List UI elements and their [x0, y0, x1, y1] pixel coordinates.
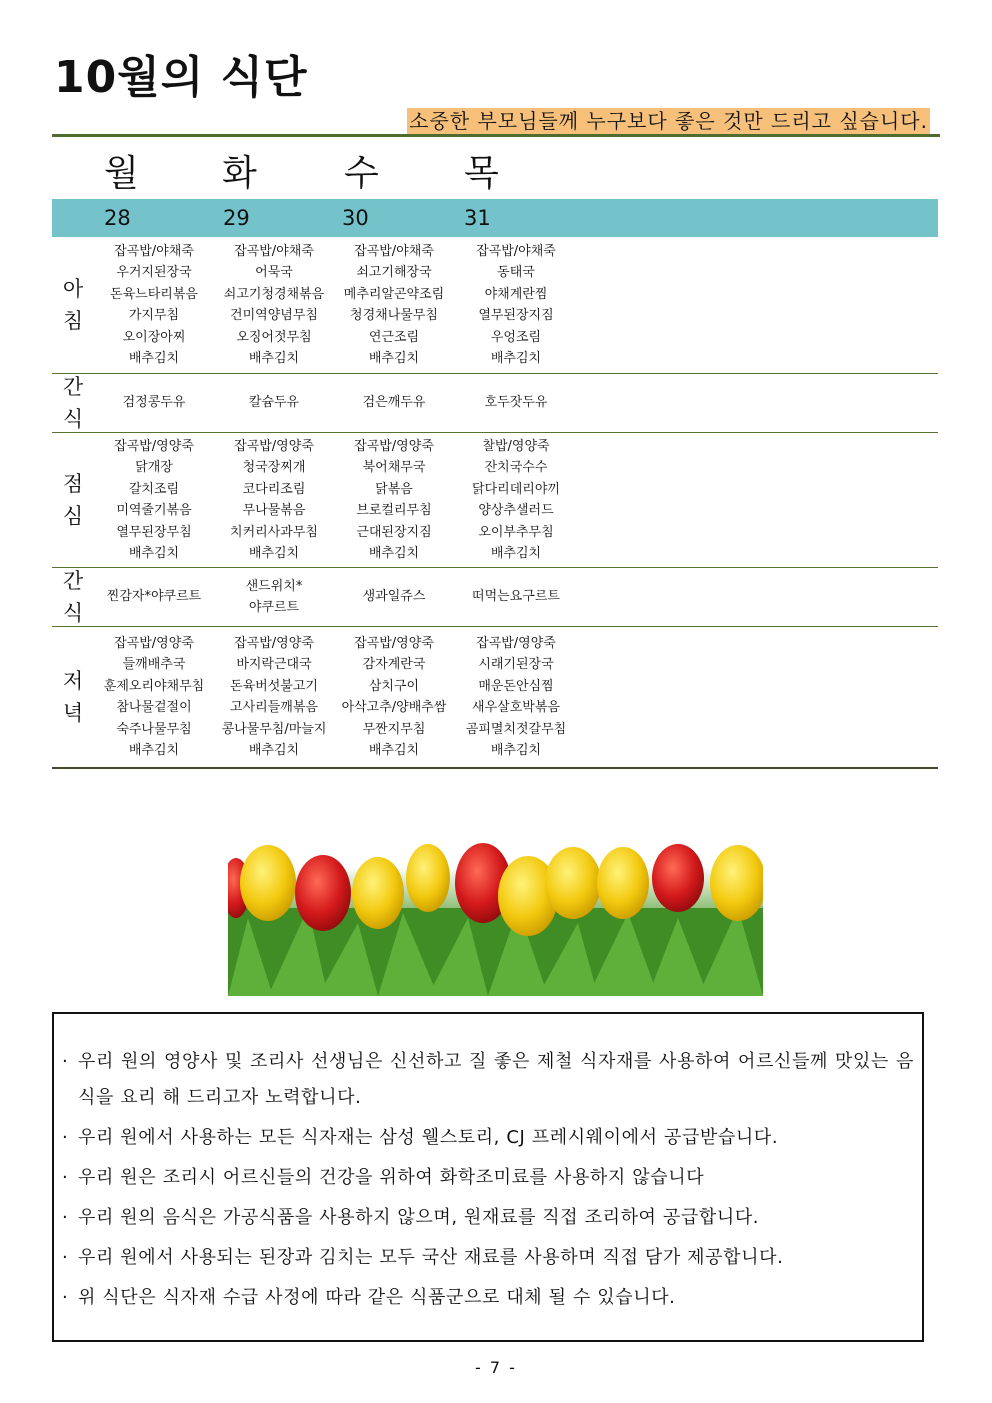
- menu-cell: [214, 627, 334, 767]
- menu-item: 삼치구이: [368, 678, 420, 694]
- menu-item: 배추김치: [248, 351, 300, 366]
- menu-item: 호두잣두유: [484, 395, 548, 411]
- weekday-tuesday: 화: [222, 153, 257, 194]
- date-tuesday: 29: [223, 206, 250, 230]
- meal-label-char: 식: [62, 601, 84, 625]
- notice-item: [62, 1160, 914, 1196]
- menu-item: 잡곡밥/영양죽: [354, 438, 434, 454]
- menu-item: 감자계란국: [362, 657, 426, 672]
- notice-box: [52, 1012, 924, 1342]
- menu-cell: [456, 237, 576, 373]
- date-monday: 28: [104, 206, 131, 230]
- menu-item: 배추김치: [248, 743, 300, 758]
- menu-item: 배추김치: [248, 546, 300, 561]
- menu-item: 근대된장지짐: [356, 524, 432, 540]
- menu-item: 청국장찌개: [242, 460, 306, 475]
- bullet-icon: ·: [62, 1287, 69, 1308]
- menu-item: 야쿠르트: [248, 600, 300, 615]
- menu-item: 양상추샐러드: [478, 503, 554, 518]
- menu-item: 열무된장지짐: [478, 308, 554, 323]
- menu-cell: [94, 568, 214, 626]
- menu-item: 닭볶음: [375, 481, 413, 497]
- menu-item: 들깨배추국: [122, 657, 186, 672]
- menu-item: 쇠고기해장국: [356, 265, 432, 280]
- meal-label: [52, 237, 94, 373]
- weekday-monday: 월: [104, 153, 139, 194]
- menu-item: 배추김치: [490, 351, 542, 366]
- menu-item: 참나물겉절이: [116, 700, 192, 715]
- menu-item: 돈육느타리볶음: [110, 286, 198, 302]
- menu-item: 찐감자*야쿠르트: [106, 589, 202, 605]
- bullet-icon: ·: [62, 1247, 69, 1268]
- menu-item: 샌드위치*: [245, 578, 303, 594]
- menu-table: [52, 237, 938, 769]
- notice-item: [62, 1240, 914, 1276]
- menu-item: 아삭고추/양배추쌈: [341, 700, 447, 715]
- menu-item: 검은깨두유: [362, 395, 426, 411]
- menu-item: 고사리들깨볶음: [230, 700, 318, 715]
- weekday-thursday: 목: [464, 153, 499, 194]
- bullet-icon: ·: [62, 1051, 69, 1072]
- menu-item: 닭다리데리야끼: [472, 481, 560, 497]
- notice-item: [62, 1280, 914, 1316]
- menu-item: 곰피멸치젓갈무침: [465, 721, 567, 737]
- menu-item: 잡곡밥/영양죽: [234, 635, 314, 651]
- notice-text: 우리 원의 영양사 및 조리사 선생님은 신선하고 질 좋은 제철 식자재를 사용하여 어르신들께 맛있는 음식을 요리 해 드리고자 노력합니다.: [78, 1051, 914, 1108]
- notice-list: [62, 1044, 914, 1320]
- meal-row: [52, 627, 938, 769]
- menu-cell: [214, 433, 334, 567]
- menu-item: 가지무침: [128, 308, 180, 323]
- menu-item: 바지락근대국: [236, 657, 312, 672]
- menu-item: 잡곡밥/야채죽: [476, 243, 556, 259]
- subtitle-highlight: 소중한 부모님들께 누구보다 좋은 것만 드리고 싶습니다.: [409, 109, 928, 133]
- menu-cell: [334, 433, 454, 567]
- menu-item: 배추김치: [128, 546, 180, 561]
- menu-item: 잡곡밥/영양죽: [476, 635, 556, 651]
- meal-label-char: 침: [62, 309, 84, 333]
- menu-item: 북어채무국: [362, 460, 426, 475]
- date-band: [52, 199, 938, 237]
- meal-label-char: 간: [62, 375, 84, 399]
- menu-item: 배추김치: [368, 351, 420, 366]
- weekday-wednesday: 수: [344, 153, 379, 194]
- menu-item: 잡곡밥/야채죽: [114, 243, 194, 259]
- menu-item: 돈육버섯불고기: [230, 678, 318, 694]
- menu-cell: [94, 627, 214, 767]
- menu-item: 시래기된장국: [478, 657, 554, 672]
- meal-label-char: 녁: [62, 701, 84, 725]
- menu-item: 우거지된장국: [116, 265, 192, 280]
- tulip-flowers-photo: [228, 838, 763, 996]
- notice-item: [62, 1120, 914, 1156]
- menu-item: 콩나물무침/마늘지: [221, 721, 327, 737]
- meal-label-char: 저: [62, 669, 84, 693]
- notice-text: 우리 원은 조리시 어르신들의 건강을 위하여 화학조미료를 사용하지 않습니다: [78, 1167, 705, 1188]
- menu-cell: [214, 374, 334, 432]
- meal-label: [52, 627, 94, 767]
- menu-item: 건미역양념무침: [230, 308, 318, 323]
- menu-item: 매운돈안심찜: [478, 678, 554, 694]
- menu-item: 무짠지무침: [362, 721, 426, 737]
- meal-label-char: 심: [62, 504, 84, 528]
- meal-label: [52, 568, 94, 626]
- notice-text: 위 식단은 식자재 수급 사정에 따라 같은 식품군으로 대체 될 수 있습니다.: [78, 1287, 676, 1308]
- date-wednesday: 30: [342, 206, 369, 230]
- menu-cell: [214, 568, 334, 626]
- menu-item: 잔치국수수: [484, 460, 548, 475]
- menu-item: 쇠고기청경채볶음: [223, 286, 325, 302]
- menu-item: 잡곡밥/영양죽: [354, 635, 434, 651]
- menu-cell: [456, 374, 576, 432]
- menu-item: 오징어젓무침: [236, 329, 312, 345]
- meal-row: [52, 237, 938, 374]
- meal-row: [52, 568, 938, 627]
- menu-item: 배추김치: [368, 743, 420, 758]
- menu-cell: [334, 568, 454, 626]
- notice-text: 우리 원에서 사용하는 모든 식자재는 삼성 웰스토리, CJ 프레시웨이에서 공급받습니다.: [78, 1127, 779, 1148]
- menu-cell: [456, 627, 576, 767]
- notice-item: [62, 1044, 914, 1116]
- menu-item: 칼슘두유: [248, 395, 300, 411]
- menu-cell: [456, 568, 576, 626]
- menu-item: 배추김치: [128, 743, 180, 758]
- menu-item: 잡곡밥/영양죽: [114, 635, 194, 651]
- notice-text: 우리 원의 음식은 가공식품을 사용하지 않으며, 원재료를 직접 조리하여 공급합니다.: [78, 1207, 760, 1228]
- menu-item: 잡곡밥/영양죽: [114, 438, 194, 454]
- menu-item: 배추김치: [490, 546, 542, 561]
- menu-item: 야채계란찜: [484, 286, 548, 302]
- bullet-icon: ·: [62, 1127, 69, 1148]
- menu-item: 잡곡밥/야채죽: [354, 243, 434, 259]
- menu-item: 새우살호박볶음: [472, 700, 560, 715]
- notice-item: [62, 1200, 914, 1236]
- menu-item: 미역줄기볶음: [116, 503, 192, 518]
- menu-item: 잡곡밥/영양죽: [234, 438, 314, 454]
- menu-item: 오이장아찌: [122, 329, 186, 345]
- menu-item: 오이부추무침: [478, 524, 554, 540]
- menu-item: 청경채나물무침: [350, 308, 438, 323]
- bullet-icon: ·: [62, 1207, 69, 1228]
- weekday-header: [52, 150, 940, 198]
- meal-label: [52, 433, 94, 567]
- menu-item: 동태국: [497, 265, 535, 280]
- menu-item: 찰밥/영양죽: [482, 438, 550, 454]
- menu-cell: [334, 237, 454, 373]
- menu-item: 배추김치: [490, 743, 542, 758]
- menu-cell: [94, 433, 214, 567]
- page-number: - 7 -: [475, 1358, 517, 1377]
- meal-label-char: 점: [62, 472, 84, 496]
- menu-item: 숙주나물무침: [116, 721, 192, 737]
- menu-item: 브로컬리무침: [356, 503, 432, 518]
- meal-row: [52, 433, 938, 568]
- menu-item: 검정콩두유: [122, 395, 186, 411]
- notice-text: 우리 원에서 사용되는 된장과 김치는 모두 국산 재료를 사용하며 직접 담가 제공합니다.: [78, 1247, 784, 1268]
- menu-item: 배추김치: [368, 546, 420, 561]
- meal-row: [52, 374, 938, 433]
- menu-cell: [334, 374, 454, 432]
- menu-item: 메추리알곤약조림: [343, 286, 445, 302]
- meal-label: [52, 374, 94, 432]
- menu-item: 코다리조림: [242, 481, 306, 497]
- menu-item: 연근조림: [368, 329, 420, 345]
- meal-label-char: 아: [62, 277, 84, 301]
- menu-cell: [456, 433, 576, 567]
- menu-cell: [94, 237, 214, 373]
- menu-item: 열무된장무침: [116, 524, 192, 540]
- menu-item: 우엉조림: [490, 329, 542, 345]
- menu-item: 생과일쥬스: [362, 589, 426, 605]
- page-title: 10월의 식단: [54, 52, 308, 103]
- menu-item: 훈제오리야채무침: [103, 678, 205, 694]
- menu-item: 치커리사과무침: [230, 524, 318, 540]
- menu-item: 잡곡밥/야채죽: [234, 243, 314, 259]
- menu-item: 어묵국: [255, 265, 293, 280]
- menu-cell: [334, 627, 454, 767]
- menu-item: 닭개장: [135, 460, 173, 475]
- bullet-icon: ·: [62, 1167, 69, 1188]
- date-thursday: 31: [464, 206, 491, 230]
- menu-cell: [94, 374, 214, 432]
- meal-label-char: 간: [62, 569, 84, 593]
- menu-item: 갈치조림: [128, 481, 180, 497]
- menu-item: 배추김치: [128, 351, 180, 366]
- title-divider: [52, 134, 940, 137]
- menu-cell: [214, 237, 334, 373]
- menu-item: 떠먹는요구르트: [472, 589, 560, 605]
- tulip-flowers-icon: [228, 838, 763, 996]
- menu-item: 무나물볶음: [242, 503, 306, 518]
- meal-label-char: 식: [62, 407, 84, 431]
